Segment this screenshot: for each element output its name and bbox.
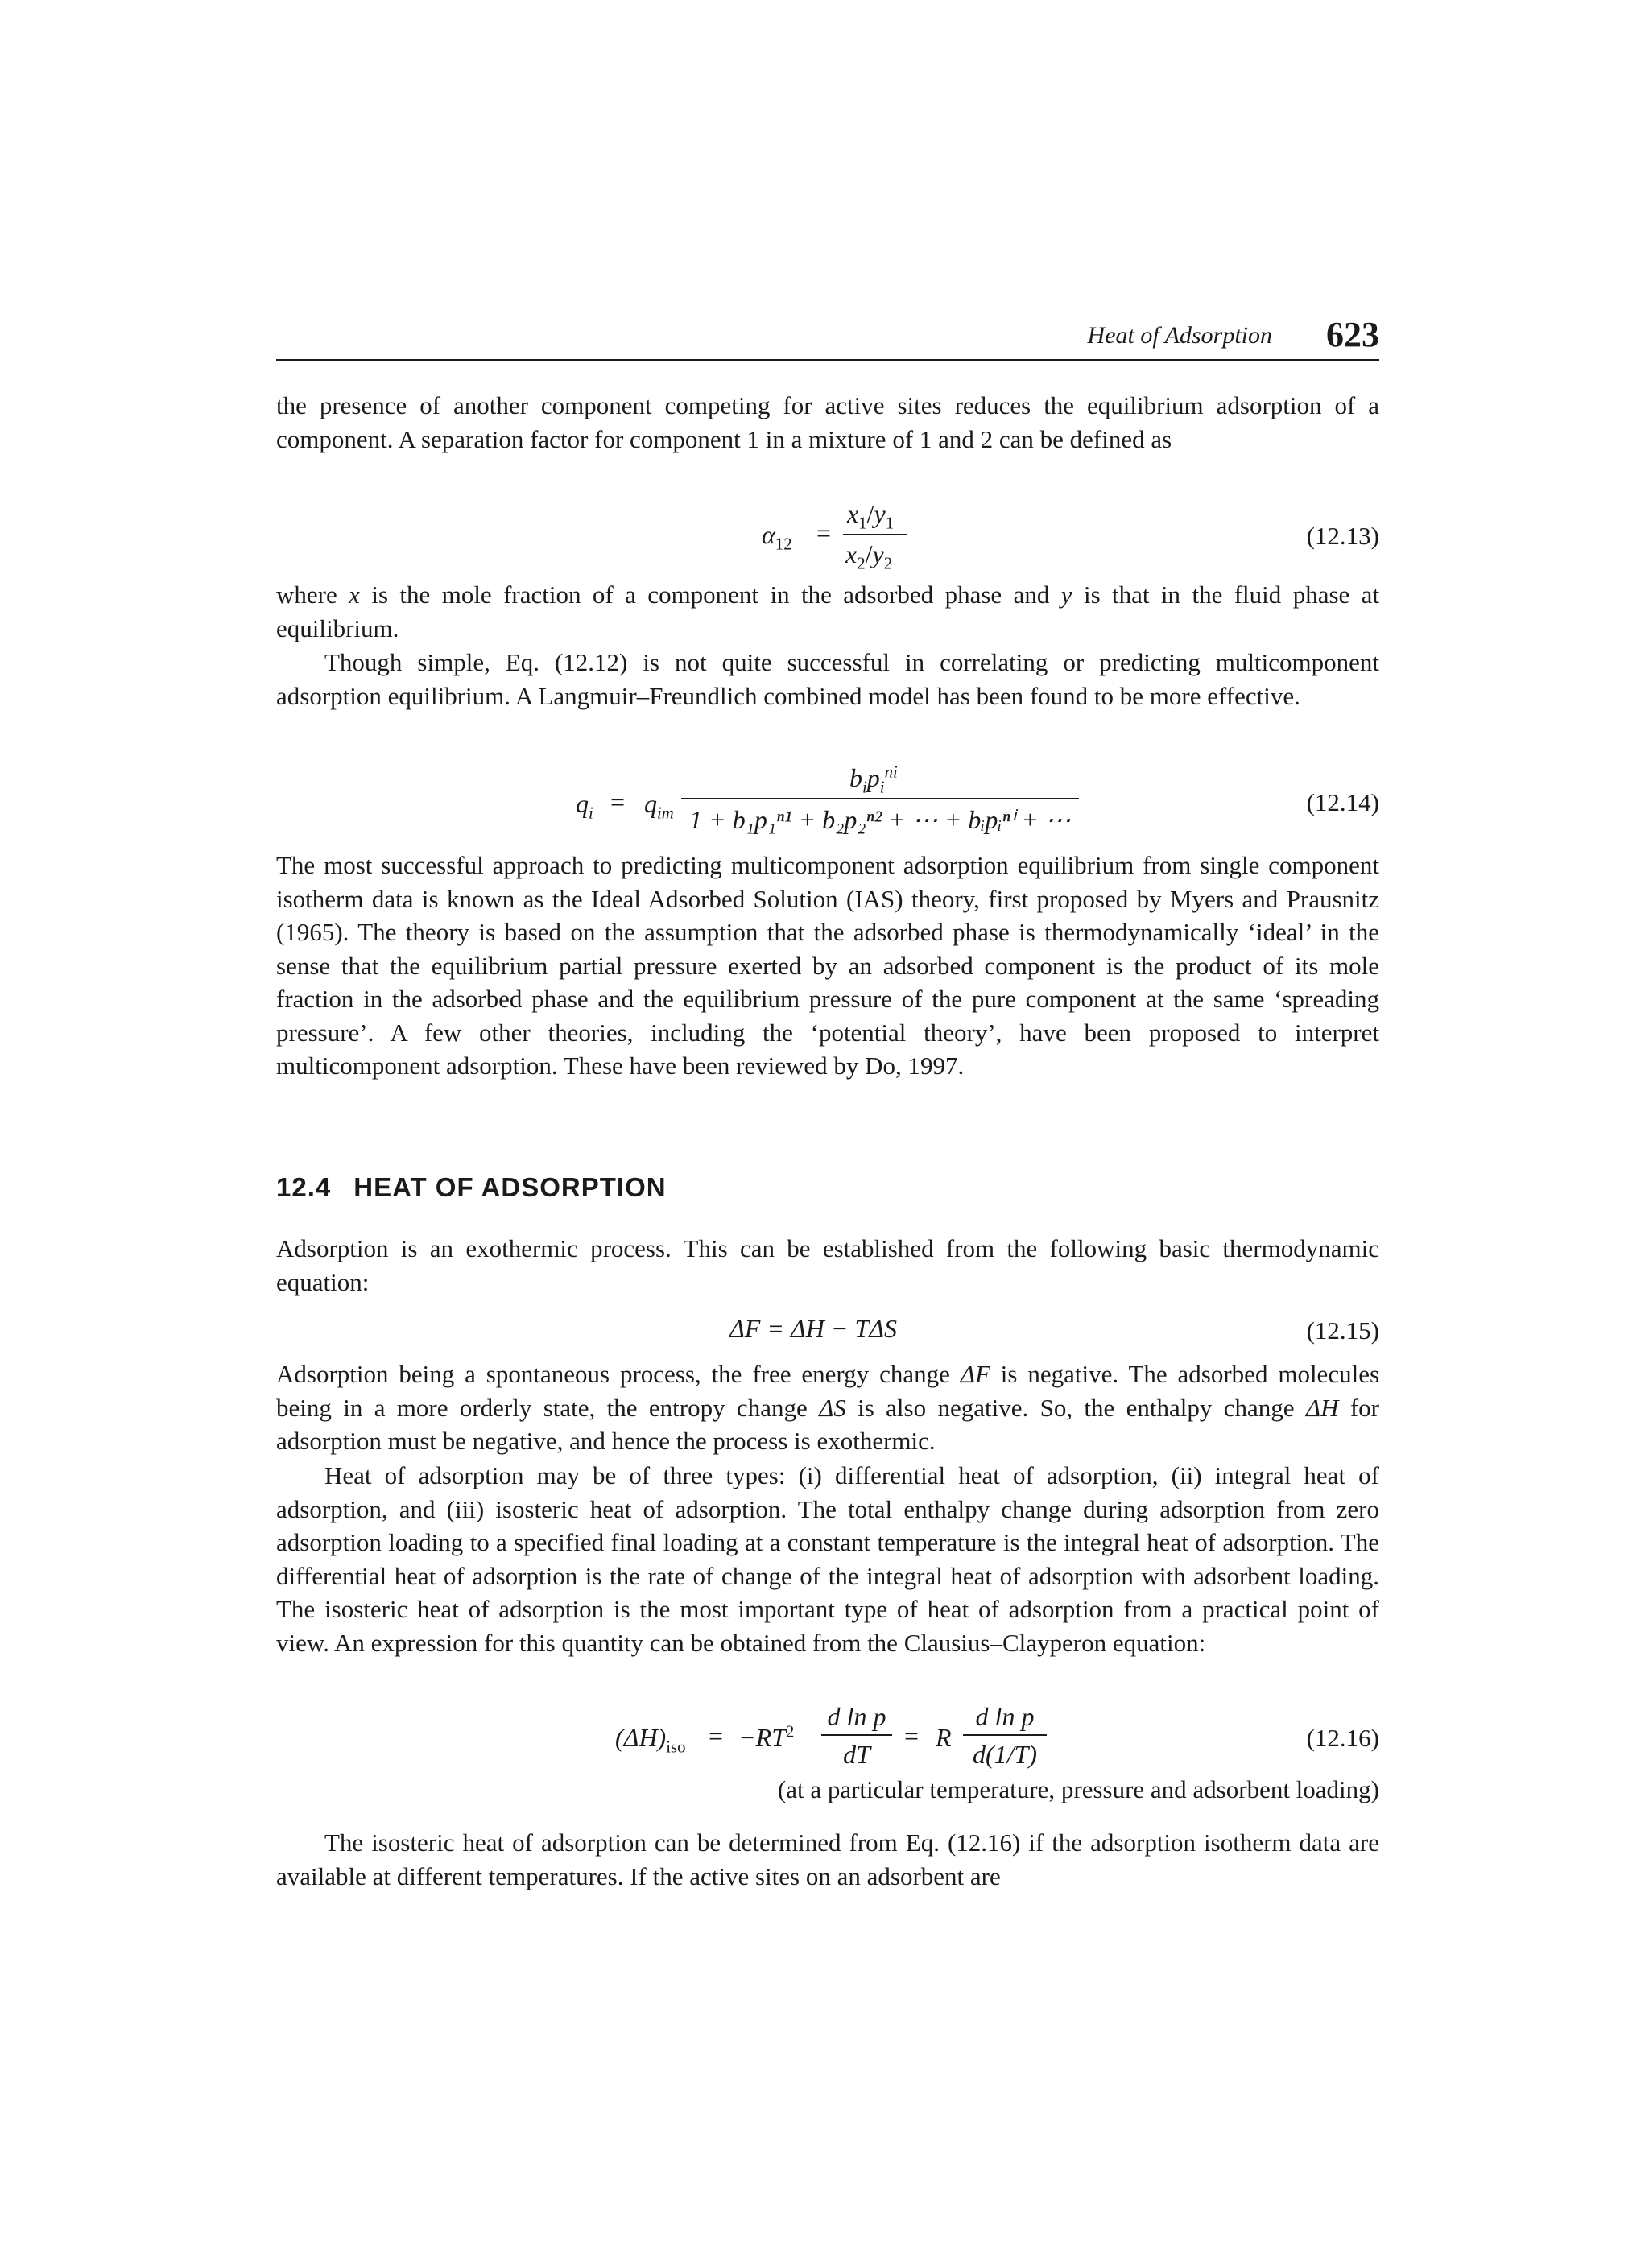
eq16-coefficient-1: $-RT^2$ (738, 1722, 795, 1752)
eq16-fraction-bar-2 (963, 1734, 1047, 1736)
eq16-fraction-bar-1 (821, 1734, 892, 1736)
eq14-coefficient: $q_{im}$ (644, 789, 674, 823)
eq16-number: (12.16) (1306, 1724, 1379, 1752)
paragraph-isosteric-determination: The isosteric heat of adsorption can be determined from Eq. (12.16) if the adsorption isotherm data are available at different temperatures. If the active sites on an adsorbent are (276, 1828, 1379, 1890)
eq14-lhs: $q_i$ (576, 789, 593, 823)
paragraph-heat-types: Heat of adsorption may be of three types: (i) differential heat of adsorption, (ii) integral heat of adsorption, and (iii) isosteric heat of adsorption. The total enthalpy change during adsorption from zero adsorption loading to a specified final loading at a constant temperature is the integral heat of adsorption. The differential heat of adsorption is the rate of change of the integral heat of adsorption with adsorbent loading. The isosteric heat of adsorption is the most important type of heat of adsorption from a practical point of view. An expression for this quantity can be obtained from the Clausius–Clayperon equation: (276, 1461, 1379, 1657)
p6-part-d: for adsorption must be negative, and hence the process is exothermic. (276, 1393, 1379, 1455)
page-number: 623 (1326, 315, 1379, 354)
eq16-numerator-2: d ln p (975, 1702, 1035, 1731)
p2-where: where (276, 580, 337, 609)
eq16-condition: (at a particular temperature, pressure and adsorbent loading) (777, 1775, 1379, 1803)
eq13-equals: = (816, 518, 832, 547)
eq14-equals: = (610, 787, 626, 816)
p2-middle: is the mole fraction of a component in the adsorbed phase and (371, 580, 1050, 609)
eq13-fraction-bar (843, 534, 907, 535)
eq16-numerator-1: d ln p (827, 1702, 886, 1731)
eq13-number: (12.13) (1306, 522, 1379, 550)
paragraph-exothermic: Adsorption is an exothermic process. This can be established from the following basic thermodynamic equation: (276, 1234, 1379, 1296)
eq16-equals-2: = (904, 1721, 920, 1750)
eq16-coefficient-2: R (936, 1723, 952, 1752)
paragraph-ias-theory: The most successful approach to predicting multicomponent adsorption equilibrium from single component isotherm data is known as the Ideal Adsorbed Solution (IAS) theory, first proposed by Myers and Prausnitz (1965). The theory is based on the assumption that the adsorbed phase is thermodynamically ‘ideal’ in the sense that the equilibrium partial pressure exerted by an adsorbed component is the product of its mole fraction in the adsorbed phase and the equilibrium pressure of the pure component at the same ‘spreading pressure’. A few other theories, including the ‘potential theory’, have been proposed to interpret multicomponent adsorption. These have been reviewed by Do, 1997. (276, 851, 1379, 1080)
p2-tail: is that in the fluid phase at equilibrium. (276, 580, 1380, 642)
p6-part-c: is also negative. So, the enthalpy change (858, 1393, 1295, 1422)
section-title: HEAT OF ADSORPTION (353, 1172, 667, 1202)
eq16-denominator-1: dT (843, 1740, 870, 1769)
paragraph-where-x-y (276, 578, 1379, 645)
eq14-numerator: $b_ip_i^{ni}$ (849, 762, 898, 797)
eq16-equals-1: = (709, 1721, 724, 1750)
eq15-number: (12.15) (1306, 1316, 1379, 1345)
header-rule (276, 359, 1379, 361)
p2-var-y: y (1060, 580, 1072, 609)
p6-part-a: Adsorption being a spontaneous process, the free energy change (276, 1360, 950, 1388)
eq14-number: (12.14) (1306, 788, 1379, 816)
eq16-lhs: $(\Delta H)_{iso}$ (615, 1723, 686, 1757)
section-heading (276, 1172, 667, 1203)
p6-delta-h: ΔH (1305, 1393, 1339, 1422)
eq13-numerator: $x_1/y_1$ (847, 499, 895, 533)
eq14-denominator: 1 + b₁p₁ⁿ¹ + b₂p₂ⁿ² + ⋯ + bᵢpᵢⁿⁱ + ⋯ (689, 805, 1071, 834)
section-number: 12.4 (276, 1172, 332, 1202)
eq16-denominator-2: d(1/T) (973, 1740, 1037, 1769)
running-header (276, 315, 1379, 357)
p2-var-x: x (349, 580, 360, 609)
eq15-expression: ΔF = ΔH − TΔS (729, 1314, 897, 1343)
paragraph-spontaneous (276, 1357, 1379, 1458)
paragraph-separation-factor: the presence of another component competing for active sites reduces the equilibrium adsorption of a component. A separation factor for component 1 in a mixture of 1 and 2 can be defined as (276, 391, 1379, 453)
paragraph-langmuir-freundlich: Though simple, Eq. (12.12) is not quite successful in correlating or predicting multicomponent adsorption equilibrium. A Langmuir–Freundlich combined model has been found to be more effective. (276, 648, 1379, 710)
p6-delta-s: ΔS (819, 1393, 846, 1422)
p6-part-b: is negative. The adsorbed molecules being in a more orderly state, the entropy change (276, 1360, 1380, 1422)
eq14-fraction-bar (681, 798, 1079, 799)
eq13-denominator: $x_2/y_2$ (845, 539, 893, 573)
p6-delta-f: ΔF (960, 1360, 990, 1388)
running-title: Heat of Adsorption (1087, 322, 1272, 349)
eq13-lhs: $\alpha_{12}$ (762, 520, 792, 554)
